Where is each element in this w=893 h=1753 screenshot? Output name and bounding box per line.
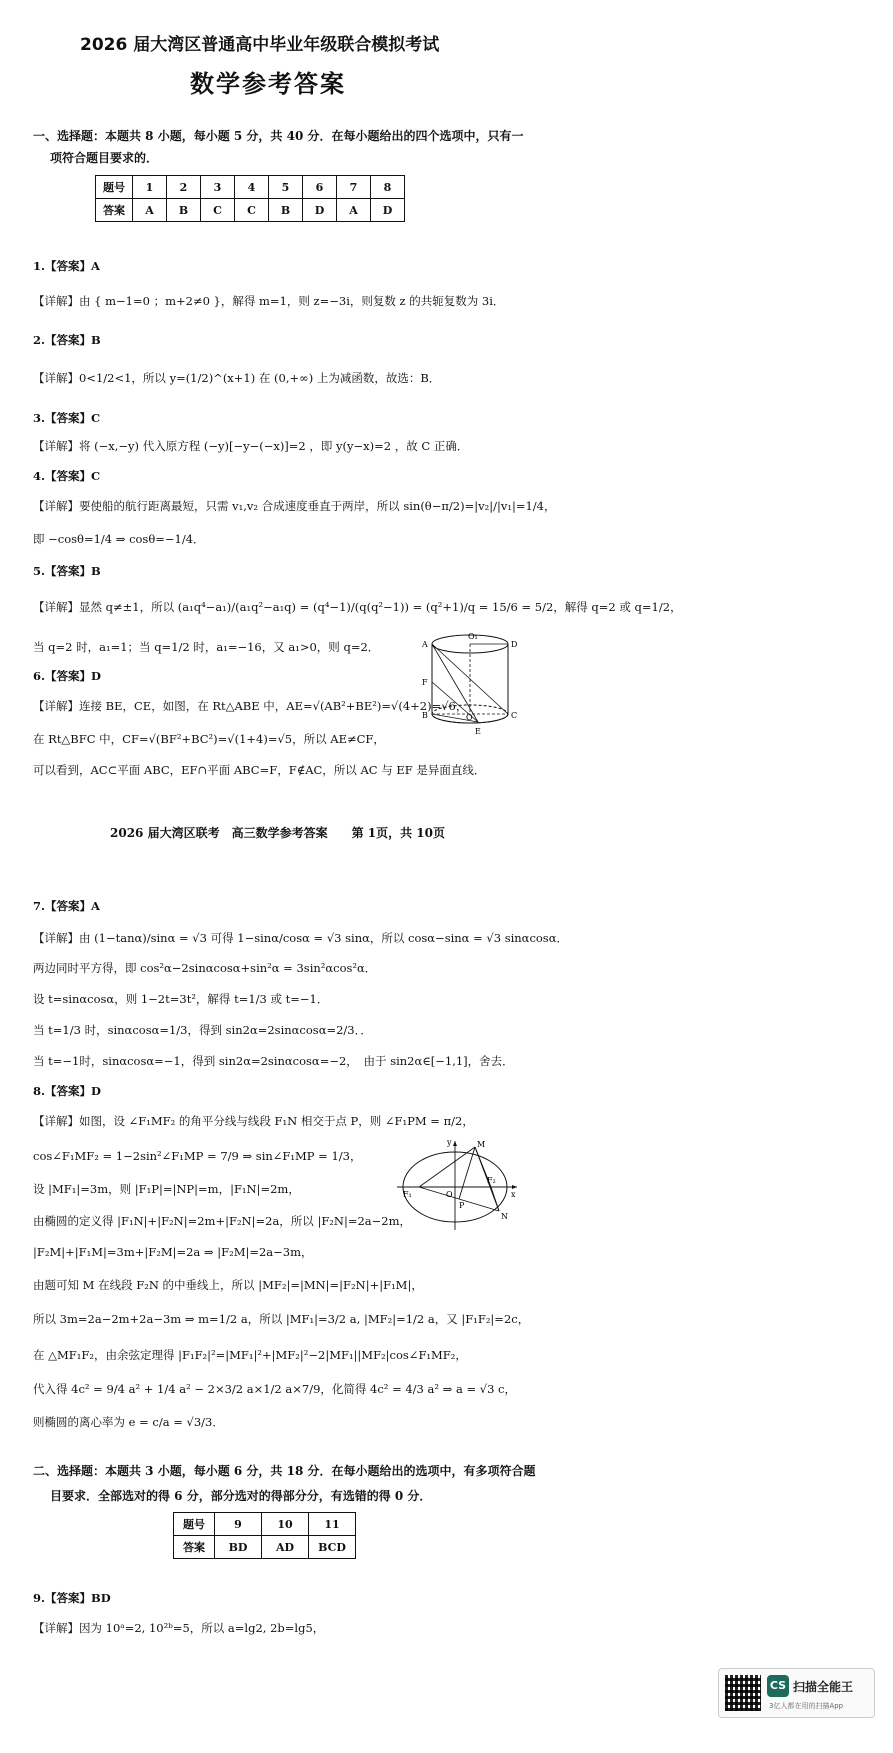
q2-answer: 2.【答案】B [33, 333, 101, 347]
q5-detail-2: 当 q=2 时，a₁=1；当 q=1/2 时，a₁=−16，又 a₁>0，则 q=2． [33, 640, 380, 654]
q8-detail-6: 由题可知 M 在线段 F₂N 的中垂线上，所以 |MF₂|=|MN|=|F₂N|+|F₁M|， [33, 1278, 423, 1292]
table-row [96, 199, 405, 222]
figure-label: C [511, 711, 518, 720]
page-title: 数学参考答案 [190, 70, 346, 98]
table-header-cell: 答案 [174, 1536, 215, 1559]
q8-detail-7: 所以 3m=2a−2m+2a−3m ⇒ m=1/2 a，所以 |MF₁|=3/2 a, |MF₂|=1/2 a，又 |F₁F₂|=2c， [33, 1312, 530, 1326]
q1-answer: 1.【答案】A [33, 259, 100, 273]
table-cell: 8 [371, 176, 405, 199]
q6-detail-3: 可以看到，AC⊂平面 ABC，EF∩平面 ABC=F，F∉AC，所以 AC 与 EF 是异面直线． [33, 763, 486, 777]
q8-detail-9: 代入得 4c² = 9/4 a² + 1/4 a² − 2×3/2 a×1/2 a×7/9，化简得 4c² = 4/3 a² ⇒ a = √3 c， [33, 1382, 516, 1396]
figure-label: O [466, 713, 473, 722]
table-cell: 4 [235, 176, 269, 199]
watermark-tagline: 3亿人都在用的扫描App [769, 1702, 844, 1710]
q7-answer: 7.【答案】A [33, 899, 100, 913]
table-cell: 5 [269, 176, 303, 199]
q4-answer: 4.【答案】C [33, 469, 101, 483]
q6-detail-2: 在 Rt△BFC 中，CF=√(BF²+BC²)=√(1+4)=√5，所以 AE≠CF， [33, 732, 385, 746]
section1-intro-2: 项符合题目要求的． [50, 151, 159, 165]
watermark-brand: 扫描全能王 [793, 1680, 854, 1694]
camscanner-logo-icon: CS [767, 1675, 789, 1697]
q8-detail-3: 设 |MF₁|=3m，则 |F₁P|=|NP|=m，|F₁N|=2m， [33, 1182, 300, 1196]
table-cell: 9 [215, 1513, 262, 1536]
q7-detail-4: 当 t=1/3 时，sinαcosα=1/3，得到 sin2α=2sinαcosα=2/3．． [33, 1023, 372, 1037]
table-cell: D [303, 199, 337, 222]
figure-label: B [422, 711, 428, 720]
figure-label: P [459, 1201, 465, 1210]
table-cell: BCD [309, 1536, 356, 1559]
q9-answer: 9.【答案】BD [33, 1591, 111, 1605]
table-cell: AD [262, 1536, 309, 1559]
figure-label: N [501, 1212, 508, 1221]
section1-intro-1: 一、选择题：本题共 8 小题，每小题 5 分，共 40 分．在每小题给出的四个选项中，只有一 [33, 129, 524, 143]
q7-detail-1: 【详解】由 (1−tanα)/sinα = √3 可得 1−sinα/cosα = √3 sinα，所以 cosα−sinα = √3 sinαcosα． [33, 931, 568, 945]
answer-table-1 [95, 175, 405, 222]
exam-title: 2026 届大湾区普通高中毕业年级联合模拟考试 [80, 35, 440, 55]
table-cell: A [337, 199, 371, 222]
figure-label: E [475, 727, 481, 736]
q3-answer: 3.【答案】C [33, 411, 101, 425]
q7-detail-3: 设 t=sinαcosα，则 1−2t=3t²，解得 t=1/3 或 t=−1． [33, 992, 329, 1006]
page-footer: 2026 届大湾区联考 高三数学参考答案 第 1页，共 10页 [110, 826, 445, 840]
ellipse-figure [395, 1135, 520, 1235]
table-cell: 6 [303, 176, 337, 199]
q8-detail-8: 在 △MF₁F₂，由余弦定理得 |F₁F₂|²=|MF₁|²+|MF₂|²−2|MF₁||MF₂|cos∠F₁MF₂， [33, 1348, 467, 1362]
table-cell: 7 [337, 176, 371, 199]
table-cell: 2 [167, 176, 201, 199]
q8-answer: 8.【答案】D [33, 1084, 101, 1098]
table-row [174, 1513, 356, 1536]
table-cell: B [167, 199, 201, 222]
table-cell: 11 [309, 1513, 356, 1536]
q1-detail: 【详解】由 { m−1=0 ；m+2≠0 }，解得 m=1，则 z=−3i，则复数 z 的共轭复数为 3i． [33, 294, 505, 308]
q2-detail: 【详解】0<1/2<1，所以 y=(1/2)^(x+1) 在 (0,+∞) 上为减函数，故选：B． [33, 371, 441, 385]
scanner-watermark [718, 1668, 875, 1718]
figure-label: A [422, 640, 428, 649]
table-cell: C [201, 199, 235, 222]
section2-intro-1: 二、选择题：本题共 3 小题，每小题 6 分，共 18 分．在每小题给出的选项中，有多项符合题 [33, 1464, 536, 1478]
q6-answer: 6.【答案】D [33, 669, 101, 683]
table-cell: BD [215, 1536, 262, 1559]
figure-label: F₁ [403, 1190, 412, 1199]
table-row [96, 176, 405, 199]
figure-label: O₁ [468, 632, 478, 641]
q3-detail: 【详解】将 (−x,−y) 代入原方程 (−y)[−y−(−x)]=2 ，即 y(y−x)=2 ，故 C 正确． [33, 439, 469, 453]
table-cell: D [371, 199, 405, 222]
q4-detail-1: 【详解】要使船的航行距离最短，只需 v₁,v₂ 合成速度垂直于两岸，所以 sin(θ−π/2)=|v₂|/|v₁|=1/4， [33, 499, 556, 513]
figure-label: D [511, 640, 518, 649]
figure-label: M [477, 1140, 486, 1149]
q9-detail: 【详解】因为 10ᵃ=2, 10²ᵇ=5，所以 a=lg2, 2b=lg5， [33, 1621, 325, 1635]
table-cell: 3 [201, 176, 235, 199]
figure-label: O [446, 1190, 453, 1199]
q7-detail-2: 两边同时平方得，即 cos²α−2sinαcosα+sin²α = 3sin²αcos²α． [33, 961, 377, 975]
table-header-cell: 题号 [96, 176, 133, 199]
q8-detail-4: 由椭圆的定义得 |F₁N|+|F₂N|=2m+|F₂N|=2a，所以 |F₂N|=2a−2m， [33, 1214, 412, 1228]
q6-detail-1: 【详解】连接 BE，CE，如图，在 Rt△ABE 中，AE=√(AB²+BE²)=√(4+2)=√6， [33, 699, 468, 713]
table-header-cell: 答案 [96, 199, 133, 222]
q7-detail-5: 当 t=−1时，sinαcosα=−1，得到 sin2α=2sinαcosα=−2， 由于 sin2α∈[−1,1]，舍去． [33, 1054, 514, 1068]
table-row [174, 1536, 356, 1559]
answer-table-2 [173, 1512, 356, 1559]
q5-answer: 5.【答案】B [33, 564, 101, 578]
q4-detail-2: 即 −cosθ=1/4 ⇒ cosθ=−1/4． [33, 532, 205, 546]
figure-label: y [447, 1138, 452, 1147]
table-cell: A [133, 199, 167, 222]
table-header-cell: 题号 [174, 1513, 215, 1536]
figure-label: F [422, 678, 428, 687]
q8-detail-10: 则椭圆的离心率为 e = c/a = √3/3． [33, 1415, 224, 1429]
q8-detail-5: |F₂M|+|F₁M|=3m+|F₂M|=2a ⇒ |F₂M|=2a−3m， [33, 1245, 313, 1259]
table-cell: B [269, 199, 303, 222]
q8-detail-2: cos∠F₁MF₂ = 1−2sin²∠F₁MP = 7/9 ⇒ sin∠F₁MP = 1/3， [33, 1149, 362, 1163]
figure-label: x [511, 1190, 516, 1199]
table-cell: C [235, 199, 269, 222]
qr-code-icon [725, 1675, 761, 1711]
q8-detail-1: 【详解】如图，设 ∠F₁MF₂ 的角平分线与线段 F₁N 相交于点 P，则 ∠F₁PM = π/2， [33, 1114, 474, 1128]
cylinder-figure [420, 630, 520, 740]
table-cell: 1 [133, 176, 167, 199]
section2-intro-2: 目要求．全部选对的得 6 分，部分选对的得部分分，有选错的得 0 分． [50, 1489, 432, 1503]
table-cell: 10 [262, 1513, 309, 1536]
q5-detail-1: 【详解】显然 q≠±1，所以 (a₁q⁴−a₁)/(a₁q²−a₁q) = (q⁴−1)/(q(q²−1)) = (q²+1)/q = 15/6 = 5/2，解得 q=2 或 q=1/2， [33, 600, 682, 614]
figure-label: F₂ [487, 1176, 496, 1185]
